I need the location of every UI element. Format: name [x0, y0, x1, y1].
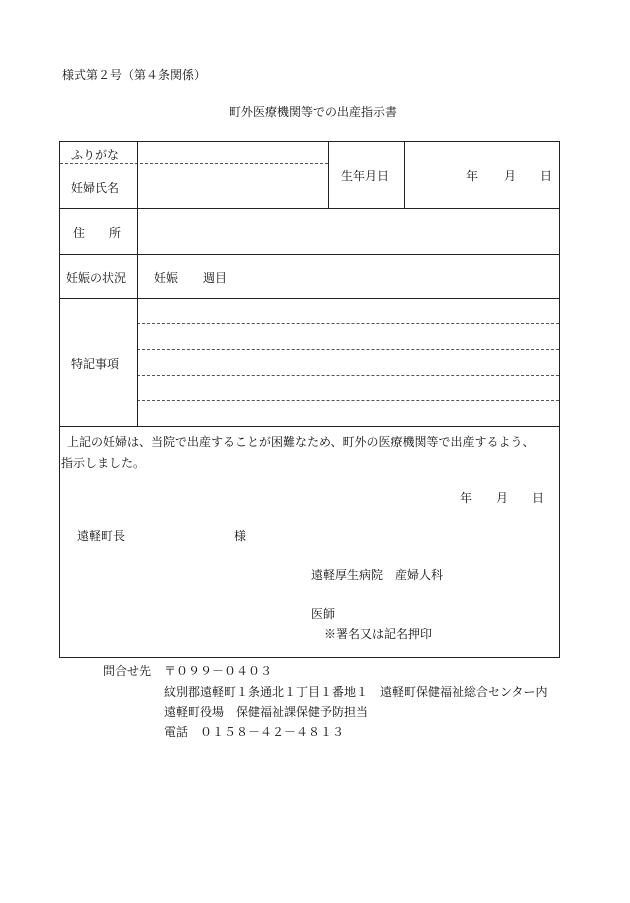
statement-line-2: 指示しました。 [61, 456, 146, 470]
birth-year-label: 年 [466, 169, 479, 183]
contact-label: 問合せ先 [103, 664, 152, 678]
contact-phone: 電話 ０１５８－４２－４８１３ [164, 725, 345, 739]
statement-line-1: 上記の妊婦は、当院で出産することが困難なため、町外の医療機関等で出産するよう、 [67, 435, 535, 449]
notes-line-4 [137, 400, 559, 401]
address-label: 住 所 [73, 226, 122, 240]
birth-month-label: 月 [504, 169, 517, 183]
signature-note: ※署名又は記名押印 [324, 627, 433, 641]
furigana-dashed-divider [60, 163, 328, 164]
notes-line-3 [137, 375, 559, 376]
form-table [59, 141, 560, 658]
contact-postal: 〒０９９－０４０３ [164, 664, 273, 678]
hospital-name: 遠軽厚生病院 産婦人科 [311, 568, 444, 582]
birth-day-label: 日 [540, 169, 553, 183]
issue-year-label: 年 [460, 491, 473, 505]
honorific: 様 [234, 529, 247, 543]
issue-day-label: 日 [532, 491, 545, 505]
document-title: 町外医療機関等での出産指示書 [229, 105, 398, 119]
contact-office: 遠軽町役場 保健福祉課保健予防担当 [164, 705, 369, 719]
pregnancy-status-label: 妊娠の状況 [66, 271, 127, 285]
name-label: 妊婦氏名 [71, 181, 120, 195]
birthdate-label: 生年月日 [341, 169, 390, 183]
pregnancy-suffix: 週目 [203, 271, 228, 285]
row-divider-notes [60, 426, 559, 427]
row-divider-address [60, 254, 559, 255]
furigana-label: ふりがな [71, 148, 120, 162]
birthdate-left-divider [328, 142, 329, 208]
birthdate-right-divider [404, 142, 405, 208]
issue-month-label: 月 [496, 491, 509, 505]
contact-address: 紋別郡遠軽町１条通北１丁目１番地１ 遠軽町保健福祉総合センター内 [164, 685, 548, 699]
row-divider-status [60, 298, 559, 299]
row-divider-name [60, 208, 559, 209]
form-code: 様式第２号（第４条関係） [62, 68, 207, 82]
notes-label: 特記事項 [71, 357, 120, 371]
label-column-divider [137, 142, 138, 426]
mayor-addressee: 遠軽町長 [77, 529, 126, 543]
pregnancy-prefix: 妊娠 [154, 271, 179, 285]
notes-line-1 [137, 323, 559, 324]
notes-line-2 [137, 349, 559, 350]
doctor-label: 医師 [311, 607, 336, 621]
